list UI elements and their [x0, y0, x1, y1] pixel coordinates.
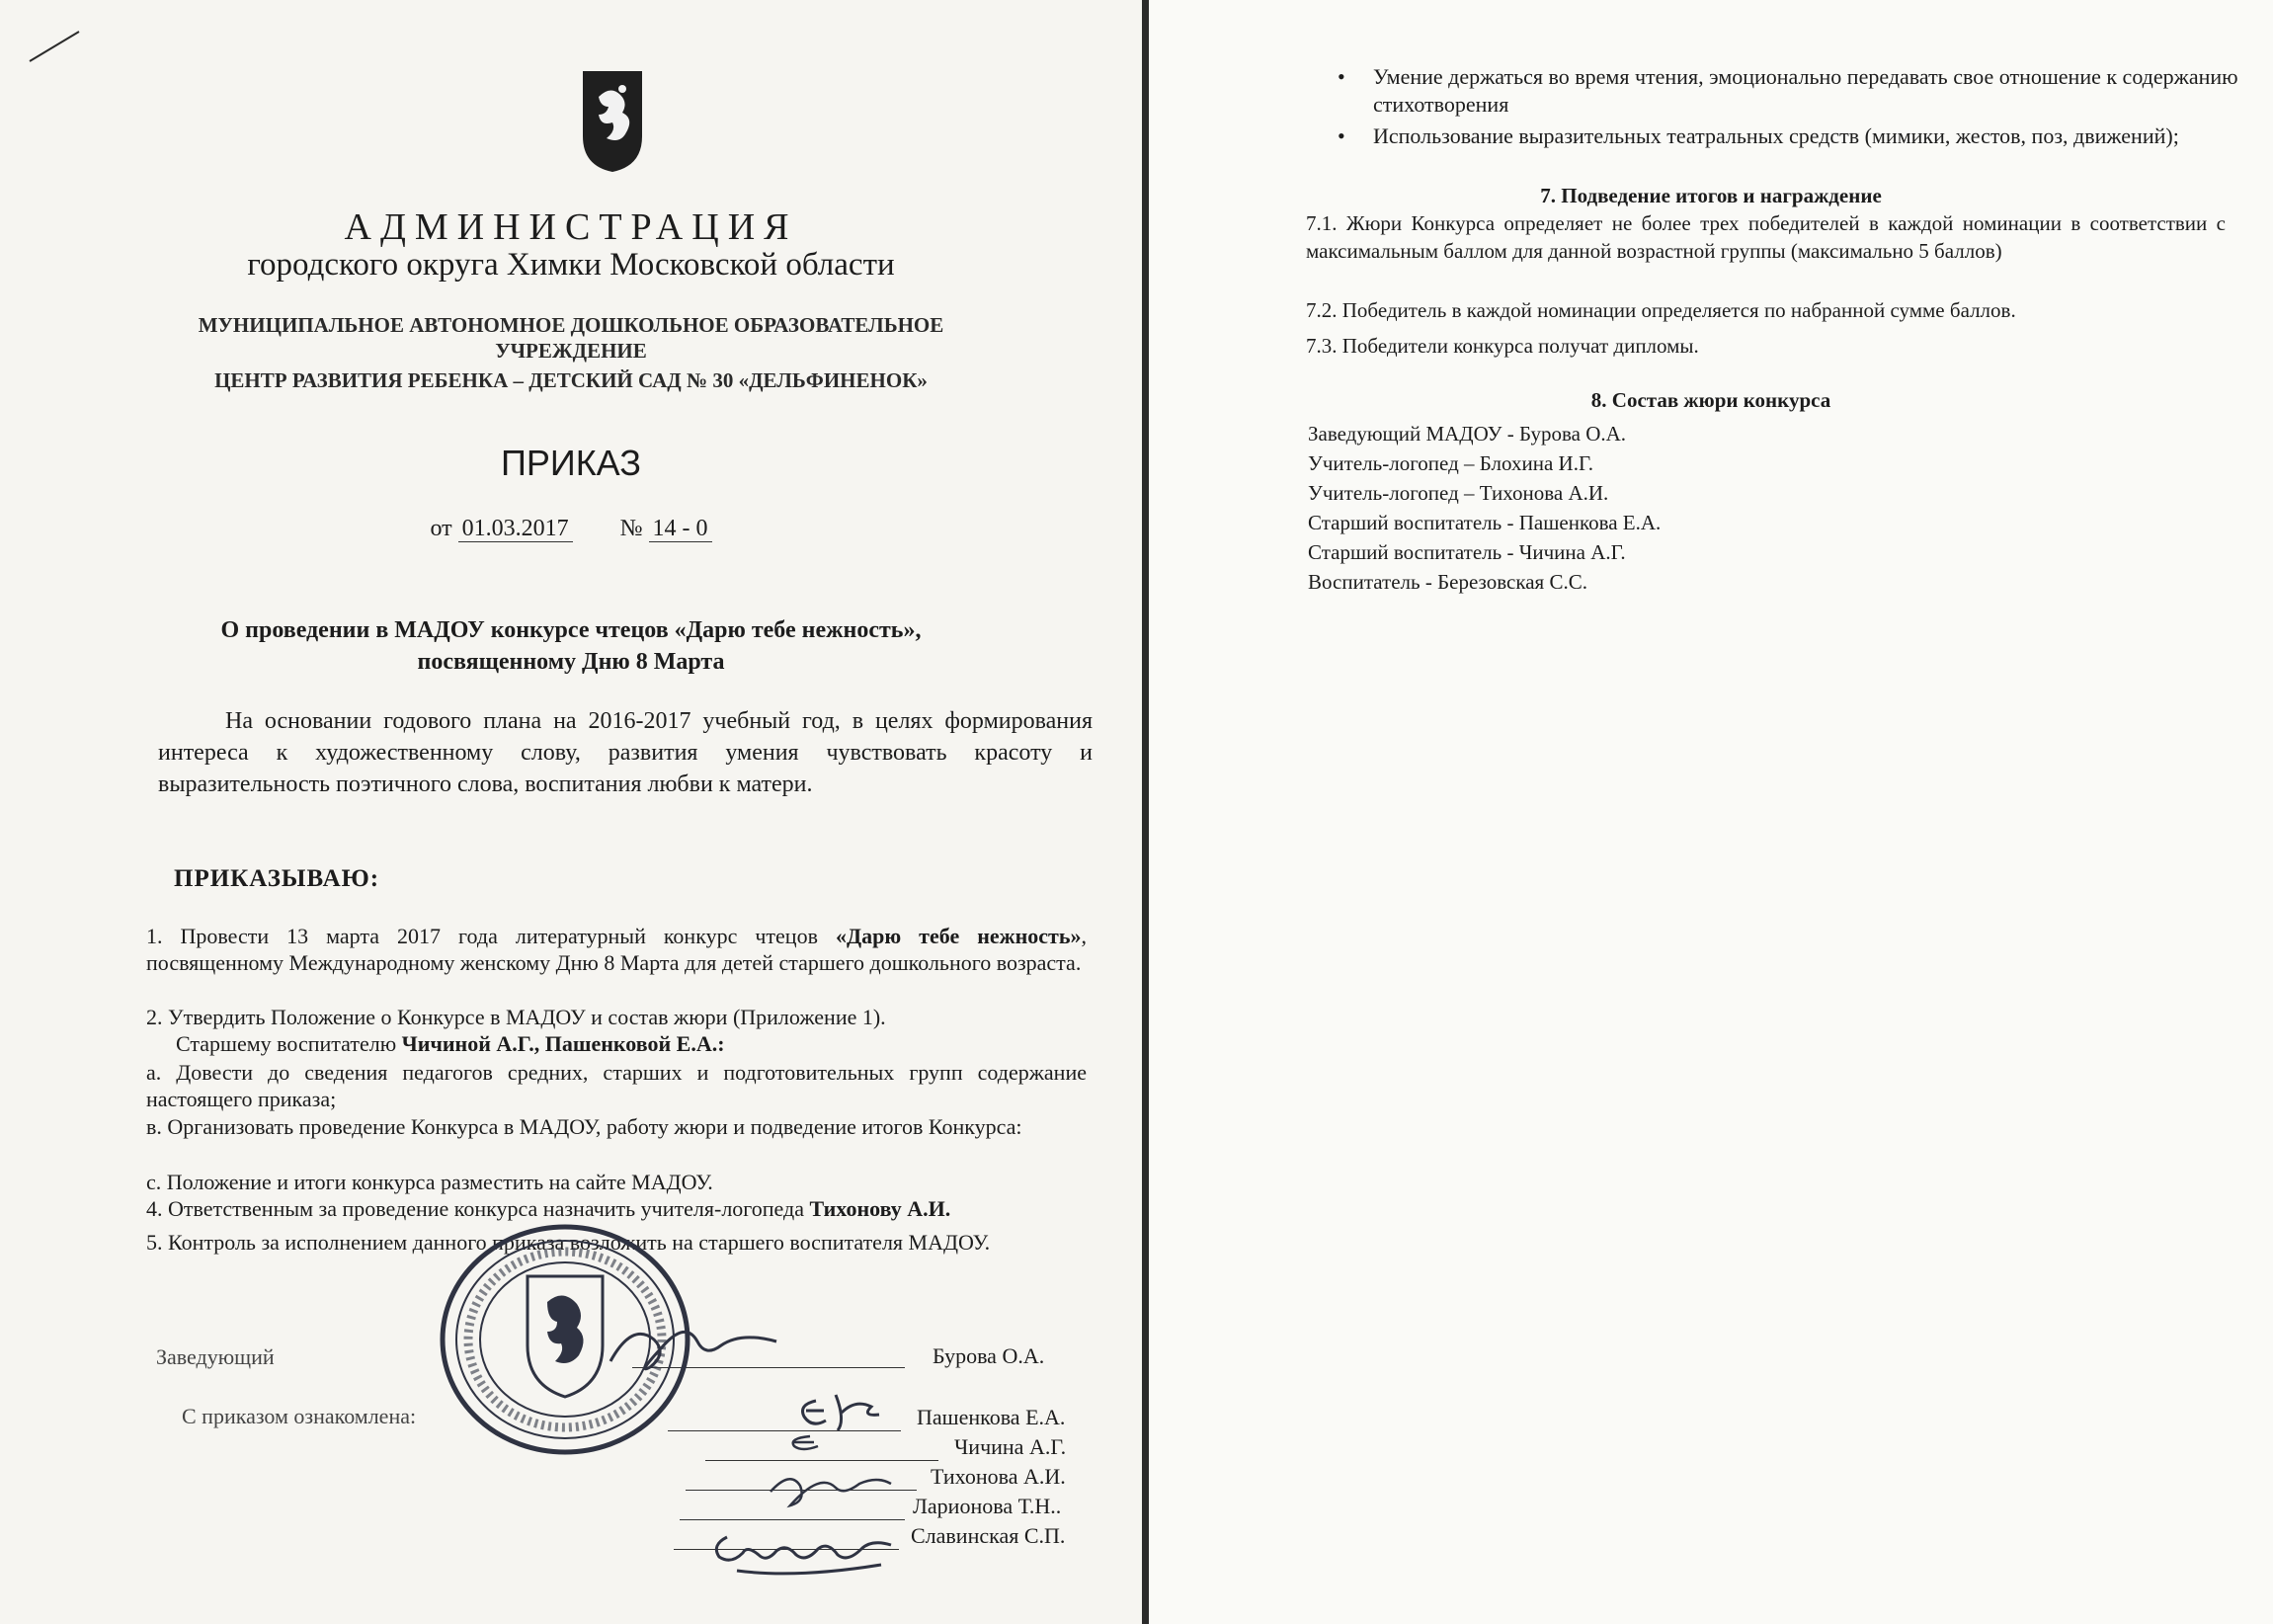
order-item-2-responsible: Старшему воспитателю Чичиной А.Г., Пашенковой Е.А.:	[176, 1031, 725, 1056]
paragraph-7-1: 7.1. Жюри Конкурса определяет не более трех победителей в каждой номинации в соответствии с максимальным баллом для данной возрастной группы (максимально 5 баллов)	[1306, 211, 2226, 263]
ack-signature-2	[774, 1428, 834, 1458]
subject-line-2: посвященному Дню 8 Марта	[417, 649, 725, 675]
ack-name-2: Чичина А.Г.	[954, 1434, 1067, 1459]
order-item-4: 4. Ответственным за проведение конкурса назначить учителя-логопеда Тихонову А.И.	[146, 1196, 951, 1221]
order-item-1: 1. Провести 13 марта 2017 года литературный конкурс чтецов «Дарю тебе нежность», посвященному Международному женскому Дню 8 Марта для детей старшего дошкольного возраста.	[146, 924, 1087, 975]
jury-member: Учитель-логопед – Тихонова А.И.	[1308, 481, 1609, 505]
document-type-heading: ПРИКАЗ	[500, 443, 642, 483]
admin-title: АДМИНИСТРАЦИЯ	[344, 206, 798, 248]
order-item-5: 5. Контроль за исполнением данного приказа возложить на старшего воспитателя МАДОУ.	[146, 1230, 991, 1255]
head-name: Бурова О.А.	[933, 1343, 1045, 1368]
ack-signature-line-2	[705, 1460, 938, 1461]
ack-name-5: Славинская С.П.	[911, 1523, 1066, 1548]
section-8-title: 8. Состав жюри конкурса	[1590, 388, 1831, 412]
jury-member: Заведующий МАДОУ - Бурова О.А.	[1308, 422, 1627, 446]
ack-name-1: Пашенкова Е.А.	[917, 1405, 1066, 1429]
jury-member: Старший воспитатель - Пашенкова Е.А.	[1308, 511, 1662, 534]
org-name-line-2: УЧРЕЖДЕНИЕ	[495, 339, 647, 363]
page-divider	[1142, 0, 1149, 1624]
order-item-2: 2. Утвердить Положение о Конкурсе в МАДОУ и состав жюри (Приложение 1).	[146, 1005, 886, 1029]
acknowledgement-label: С приказом ознакомлена:	[182, 1404, 417, 1428]
jury-member: Старший воспитатель - Чичина А.Г.	[1308, 540, 1626, 564]
number-prefix: №	[619, 516, 643, 541]
ack-name-4: Ларионова Т.Н..	[913, 1494, 1062, 1518]
order-item-b: в. Организовать проведение Конкурса в МАДОУ, работу жюри и подведение итогов Конкурса:	[146, 1114, 1022, 1139]
preamble-paragraph: На основании годового плана на 2016-2017 учебный год, в целях формирования интереса к художественному слову, развития умения чувствовать красоту и выразительность поэтичного слова, воспитания любви к матери.	[158, 708, 1093, 797]
org-name-line-3: ЦЕНТР РАЗВИТИЯ РЕБЕНКА – ДЕТСКИЙ САД № 30 «ДЕЛЬФИНЕНОК»	[214, 368, 928, 392]
ack-signature-5	[707, 1515, 905, 1584]
paragraph-7-2: 7.2. Победитель в каждой номинации определяется по набранной сумме баллов.	[1306, 298, 2016, 322]
head-signature	[603, 1302, 790, 1381]
date-prefix: от	[430, 516, 452, 541]
criteria-bullet-list	[1338, 63, 2242, 154]
ack-name-3: Тихонова А.И.	[931, 1464, 1066, 1489]
order-number: 14 - 0	[649, 516, 712, 542]
org-name-line-1: МУНИЦИПАЛЬНОЕ АВТОНОМНОЕ ДОШКОЛЬНОЕ ОБРАЗОВАТЕЛЬНОЕ	[198, 313, 944, 337]
jury-member: Учитель-логопед – Блохина И.Г.	[1308, 451, 1593, 475]
list-item: • Использование выразительных театральных средств (мимики, жестов, поз, движений);	[1338, 123, 2179, 148]
paragraph-7-3: 7.3. Победители конкурса получат дипломы.	[1306, 334, 1699, 358]
order-item-c: c. Положение и итоги конкурса разместить на сайте МАДОУ.	[146, 1170, 713, 1194]
section-7-title: 7. Подведение итогов и награждение	[1540, 184, 1882, 207]
coat-of-arms-icon	[577, 67, 648, 174]
jury-list	[1308, 419, 1661, 597]
order-date: 01.03.2017	[458, 516, 573, 542]
order-item-a: a. Довести до сведения педагогов средних, старших и подготовительных групп содержание настоящего приказа;	[146, 1060, 1087, 1111]
jury-member: Воспитатель - Березовская С.С.	[1308, 570, 1587, 594]
subject-line-1: О проведении в МАДОУ конкурсе чтецов «Дарю тебе нежность»,	[220, 617, 922, 643]
signature-title: Заведующий	[156, 1344, 275, 1369]
ack-signature-3	[761, 1462, 899, 1521]
order-date-number	[0, 516, 1142, 542]
pen-mark-icon	[28, 28, 83, 63]
list-item: • Умение держаться во время чтения, эмоционально передавать свое отношение к содержанию стихотворения	[1338, 64, 2238, 117]
orders-heading: ПРИКАЗЫВАЮ:	[174, 865, 380, 892]
admin-subtitle: городского округа Химки Московской области	[247, 247, 895, 283]
